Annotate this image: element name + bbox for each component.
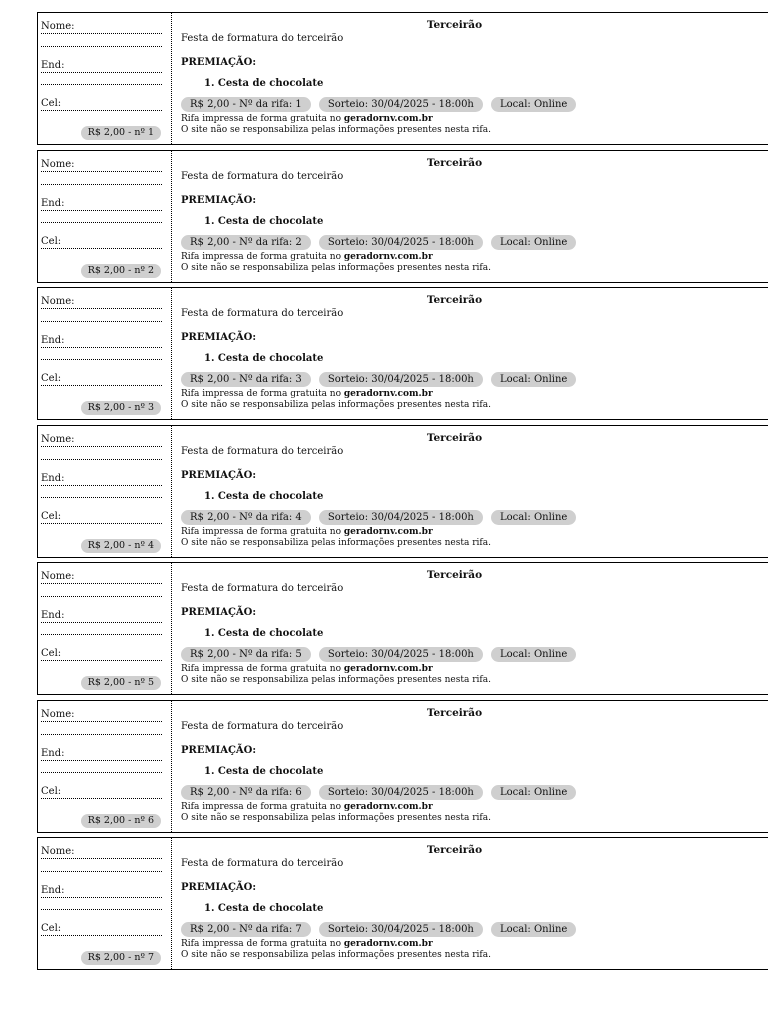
raffle-title: Terceirão bbox=[426, 432, 483, 444]
raffle-description: Festa de formatura do terceirão bbox=[181, 308, 344, 319]
printed-by-note bbox=[181, 802, 433, 813]
stub-number-badge: R$ 2,00 - nº 7 bbox=[81, 951, 161, 965]
address-label: End: bbox=[41, 748, 65, 759]
phone-line bbox=[41, 935, 162, 936]
address-line-2 bbox=[41, 634, 162, 635]
printed-by-note bbox=[181, 664, 433, 675]
name-label: Nome: bbox=[41, 709, 75, 720]
name-label: Nome: bbox=[41, 571, 75, 582]
ticket-info-pills bbox=[181, 510, 579, 525]
raffle-title: Terceirão bbox=[426, 844, 483, 856]
printed-by-text: Rifa impressa de forma gratuita no bbox=[181, 802, 344, 812]
address-line-2 bbox=[41, 84, 162, 85]
name-label: Nome: bbox=[41, 21, 75, 32]
name-line bbox=[41, 721, 162, 722]
raffle-description: Festa de formatura do terceirão bbox=[181, 721, 344, 732]
stub-number-badge: R$ 2,00 - nº 5 bbox=[81, 676, 161, 690]
address-line-2 bbox=[41, 359, 162, 360]
prize-heading: PREMIAÇÃO: bbox=[181, 882, 257, 893]
prize-item: 1. Cesta de chocolate bbox=[204, 216, 324, 227]
prize-heading: PREMIAÇÃO: bbox=[181, 332, 257, 343]
prize-item: 1. Cesta de chocolate bbox=[204, 628, 324, 639]
raffle-title: Terceirão bbox=[426, 19, 483, 31]
site-name: geradornv.com.br bbox=[343, 252, 433, 262]
stub-number-badge: R$ 2,00 - nº 4 bbox=[81, 539, 161, 553]
address-line-2 bbox=[41, 222, 162, 223]
draw-date-pill: Sorteio: 30/04/2025 - 18:00h bbox=[319, 785, 483, 800]
price-number-pill: R$ 2,00 - Nº da rifa: 7 bbox=[181, 922, 311, 937]
phone-line bbox=[41, 248, 162, 249]
disclaimer: O site não se responsabiliza pelas informações presentes nesta rifa. bbox=[181, 263, 491, 273]
raffle-ticket-6 bbox=[37, 700, 768, 833]
prize-item: 1. Cesta de chocolate bbox=[204, 491, 324, 502]
printed-by-note bbox=[181, 939, 433, 950]
phone-line bbox=[41, 523, 162, 524]
prize-heading: PREMIAÇÃO: bbox=[181, 57, 257, 68]
address-line bbox=[41, 897, 162, 898]
draw-date-pill: Sorteio: 30/04/2025 - 18:00h bbox=[319, 372, 483, 387]
printed-by-text: Rifa impressa de forma gratuita no bbox=[181, 664, 344, 674]
prize-heading: PREMIAÇÃO: bbox=[181, 745, 257, 756]
address-line bbox=[41, 72, 162, 73]
location-pill: Local: Online bbox=[491, 510, 576, 525]
address-line bbox=[41, 760, 162, 761]
name-line-2 bbox=[41, 734, 162, 735]
prize-item: 1. Cesta de chocolate bbox=[204, 78, 324, 89]
address-line-2 bbox=[41, 909, 162, 910]
prize-heading: PREMIAÇÃO: bbox=[181, 470, 257, 481]
name-line bbox=[41, 308, 162, 309]
raffle-title: Terceirão bbox=[426, 569, 483, 581]
disclaimer: O site não se responsabiliza pelas informações presentes nesta rifa. bbox=[181, 538, 491, 548]
address-label: End: bbox=[41, 610, 65, 621]
prize-item: 1. Cesta de chocolate bbox=[204, 903, 324, 914]
disclaimer: O site não se responsabiliza pelas informações presentes nesta rifa. bbox=[181, 400, 491, 410]
ticket-stub bbox=[38, 563, 172, 694]
phone-line bbox=[41, 798, 162, 799]
printed-by-text: Rifa impressa de forma gratuita no bbox=[181, 939, 344, 949]
ticket-info-pills bbox=[181, 97, 579, 112]
printed-by-text: Rifa impressa de forma gratuita no bbox=[181, 527, 344, 537]
raffle-description: Festa de formatura do terceirão bbox=[181, 446, 344, 457]
site-name: geradornv.com.br bbox=[343, 664, 433, 674]
phone-label: Cel: bbox=[41, 373, 62, 384]
stub-number-badge: R$ 2,00 - nº 3 bbox=[81, 401, 161, 415]
ticket-stub bbox=[38, 838, 172, 969]
name-line-2 bbox=[41, 871, 162, 872]
address-label: End: bbox=[41, 335, 65, 346]
raffle-ticket-7 bbox=[37, 837, 768, 970]
printed-by-text: Rifa impressa de forma gratuita no bbox=[181, 252, 344, 262]
printed-by-text: Rifa impressa de forma gratuita no bbox=[181, 114, 344, 124]
address-line bbox=[41, 485, 162, 486]
address-line-2 bbox=[41, 772, 162, 773]
ticket-body bbox=[181, 563, 768, 694]
name-line-2 bbox=[41, 321, 162, 322]
name-label: Nome: bbox=[41, 159, 75, 170]
ticket-info-pills bbox=[181, 785, 579, 800]
ticket-info-pills bbox=[181, 922, 579, 937]
raffle-description: Festa de formatura do terceirão bbox=[181, 33, 344, 44]
address-label: End: bbox=[41, 473, 65, 484]
disclaimer: O site não se responsabiliza pelas informações presentes nesta rifa. bbox=[181, 125, 491, 135]
ticket-stub bbox=[38, 701, 172, 832]
disclaimer: O site não se responsabiliza pelas informações presentes nesta rifa. bbox=[181, 675, 491, 685]
location-pill: Local: Online bbox=[491, 235, 576, 250]
name-line bbox=[41, 33, 162, 34]
location-pill: Local: Online bbox=[491, 372, 576, 387]
phone-line bbox=[41, 660, 162, 661]
ticket-stub bbox=[38, 288, 172, 419]
disclaimer: O site não se responsabiliza pelas informações presentes nesta rifa. bbox=[181, 813, 491, 823]
raffle-ticket-1 bbox=[37, 12, 768, 145]
phone-label: Cel: bbox=[41, 511, 62, 522]
printed-by-note bbox=[181, 527, 433, 538]
prize-heading: PREMIAÇÃO: bbox=[181, 195, 257, 206]
raffle-ticket-3 bbox=[37, 287, 768, 420]
ticket-body bbox=[181, 13, 768, 144]
name-line bbox=[41, 858, 162, 859]
draw-date-pill: Sorteio: 30/04/2025 - 18:00h bbox=[319, 922, 483, 937]
ticket-body bbox=[181, 288, 768, 419]
stub-number-badge: R$ 2,00 - nº 1 bbox=[81, 126, 161, 140]
printed-by-note bbox=[181, 252, 433, 263]
draw-date-pill: Sorteio: 30/04/2025 - 18:00h bbox=[319, 647, 483, 662]
phone-line bbox=[41, 110, 162, 111]
raffle-title: Terceirão bbox=[426, 707, 483, 719]
raffle-description: Festa de formatura do terceirão bbox=[181, 858, 344, 869]
draw-date-pill: Sorteio: 30/04/2025 - 18:00h bbox=[319, 235, 483, 250]
name-label: Nome: bbox=[41, 434, 75, 445]
stub-number-badge: R$ 2,00 - nº 6 bbox=[81, 814, 161, 828]
address-line-2 bbox=[41, 497, 162, 498]
ticket-body bbox=[181, 701, 768, 832]
address-label: End: bbox=[41, 198, 65, 209]
address-line bbox=[41, 347, 162, 348]
ticket-stub bbox=[38, 13, 172, 144]
raffle-ticket-2 bbox=[37, 150, 768, 283]
location-pill: Local: Online bbox=[491, 922, 576, 937]
ticket-body bbox=[181, 426, 768, 557]
raffle-ticket-5 bbox=[37, 562, 768, 695]
printed-by-note bbox=[181, 114, 433, 125]
ticket-body bbox=[181, 838, 768, 969]
price-number-pill: R$ 2,00 - Nº da rifa: 2 bbox=[181, 235, 311, 250]
name-line bbox=[41, 171, 162, 172]
phone-label: Cel: bbox=[41, 786, 62, 797]
raffle-title: Terceirão bbox=[426, 157, 483, 169]
ticket-stub bbox=[38, 151, 172, 282]
site-name: geradornv.com.br bbox=[343, 802, 433, 812]
phone-label: Cel: bbox=[41, 923, 62, 934]
location-pill: Local: Online bbox=[491, 97, 576, 112]
prize-heading: PREMIAÇÃO: bbox=[181, 607, 257, 618]
price-number-pill: R$ 2,00 - Nº da rifa: 4 bbox=[181, 510, 311, 525]
printed-by-note bbox=[181, 389, 433, 400]
raffle-description: Festa de formatura do terceirão bbox=[181, 583, 344, 594]
price-number-pill: R$ 2,00 - Nº da rifa: 6 bbox=[181, 785, 311, 800]
price-number-pill: R$ 2,00 - Nº da rifa: 5 bbox=[181, 647, 311, 662]
phone-label: Cel: bbox=[41, 98, 62, 109]
address-line bbox=[41, 210, 162, 211]
ticket-info-pills bbox=[181, 372, 579, 387]
site-name: geradornv.com.br bbox=[343, 389, 433, 399]
prize-item: 1. Cesta de chocolate bbox=[204, 353, 324, 364]
raffle-title: Terceirão bbox=[426, 294, 483, 306]
raffle-ticket-4 bbox=[37, 425, 768, 558]
ticket-stub bbox=[38, 426, 172, 557]
name-line-2 bbox=[41, 596, 162, 597]
address-label: End: bbox=[41, 885, 65, 896]
name-label: Nome: bbox=[41, 846, 75, 857]
printed-by-text: Rifa impressa de forma gratuita no bbox=[181, 389, 344, 399]
price-number-pill: R$ 2,00 - Nº da rifa: 3 bbox=[181, 372, 311, 387]
name-line bbox=[41, 583, 162, 584]
ticket-info-pills bbox=[181, 235, 579, 250]
name-line-2 bbox=[41, 184, 162, 185]
phone-label: Cel: bbox=[41, 236, 62, 247]
price-number-pill: R$ 2,00 - Nº da rifa: 1 bbox=[181, 97, 311, 112]
address-label: End: bbox=[41, 60, 65, 71]
draw-date-pill: Sorteio: 30/04/2025 - 18:00h bbox=[319, 97, 483, 112]
name-line bbox=[41, 446, 162, 447]
name-line-2 bbox=[41, 459, 162, 460]
site-name: geradornv.com.br bbox=[343, 939, 433, 949]
name-line-2 bbox=[41, 46, 162, 47]
phone-line bbox=[41, 385, 162, 386]
address-line bbox=[41, 622, 162, 623]
disclaimer: O site não se responsabiliza pelas informações presentes nesta rifa. bbox=[181, 950, 491, 960]
name-label: Nome: bbox=[41, 296, 75, 307]
ticket-info-pills bbox=[181, 647, 579, 662]
site-name: geradornv.com.br bbox=[343, 114, 433, 124]
prize-item: 1. Cesta de chocolate bbox=[204, 766, 324, 777]
phone-label: Cel: bbox=[41, 648, 62, 659]
location-pill: Local: Online bbox=[491, 785, 576, 800]
stub-number-badge: R$ 2,00 - nº 2 bbox=[81, 264, 161, 278]
draw-date-pill: Sorteio: 30/04/2025 - 18:00h bbox=[319, 510, 483, 525]
site-name: geradornv.com.br bbox=[343, 527, 433, 537]
ticket-body bbox=[181, 151, 768, 282]
location-pill: Local: Online bbox=[491, 647, 576, 662]
raffle-description: Festa de formatura do terceirão bbox=[181, 171, 344, 182]
